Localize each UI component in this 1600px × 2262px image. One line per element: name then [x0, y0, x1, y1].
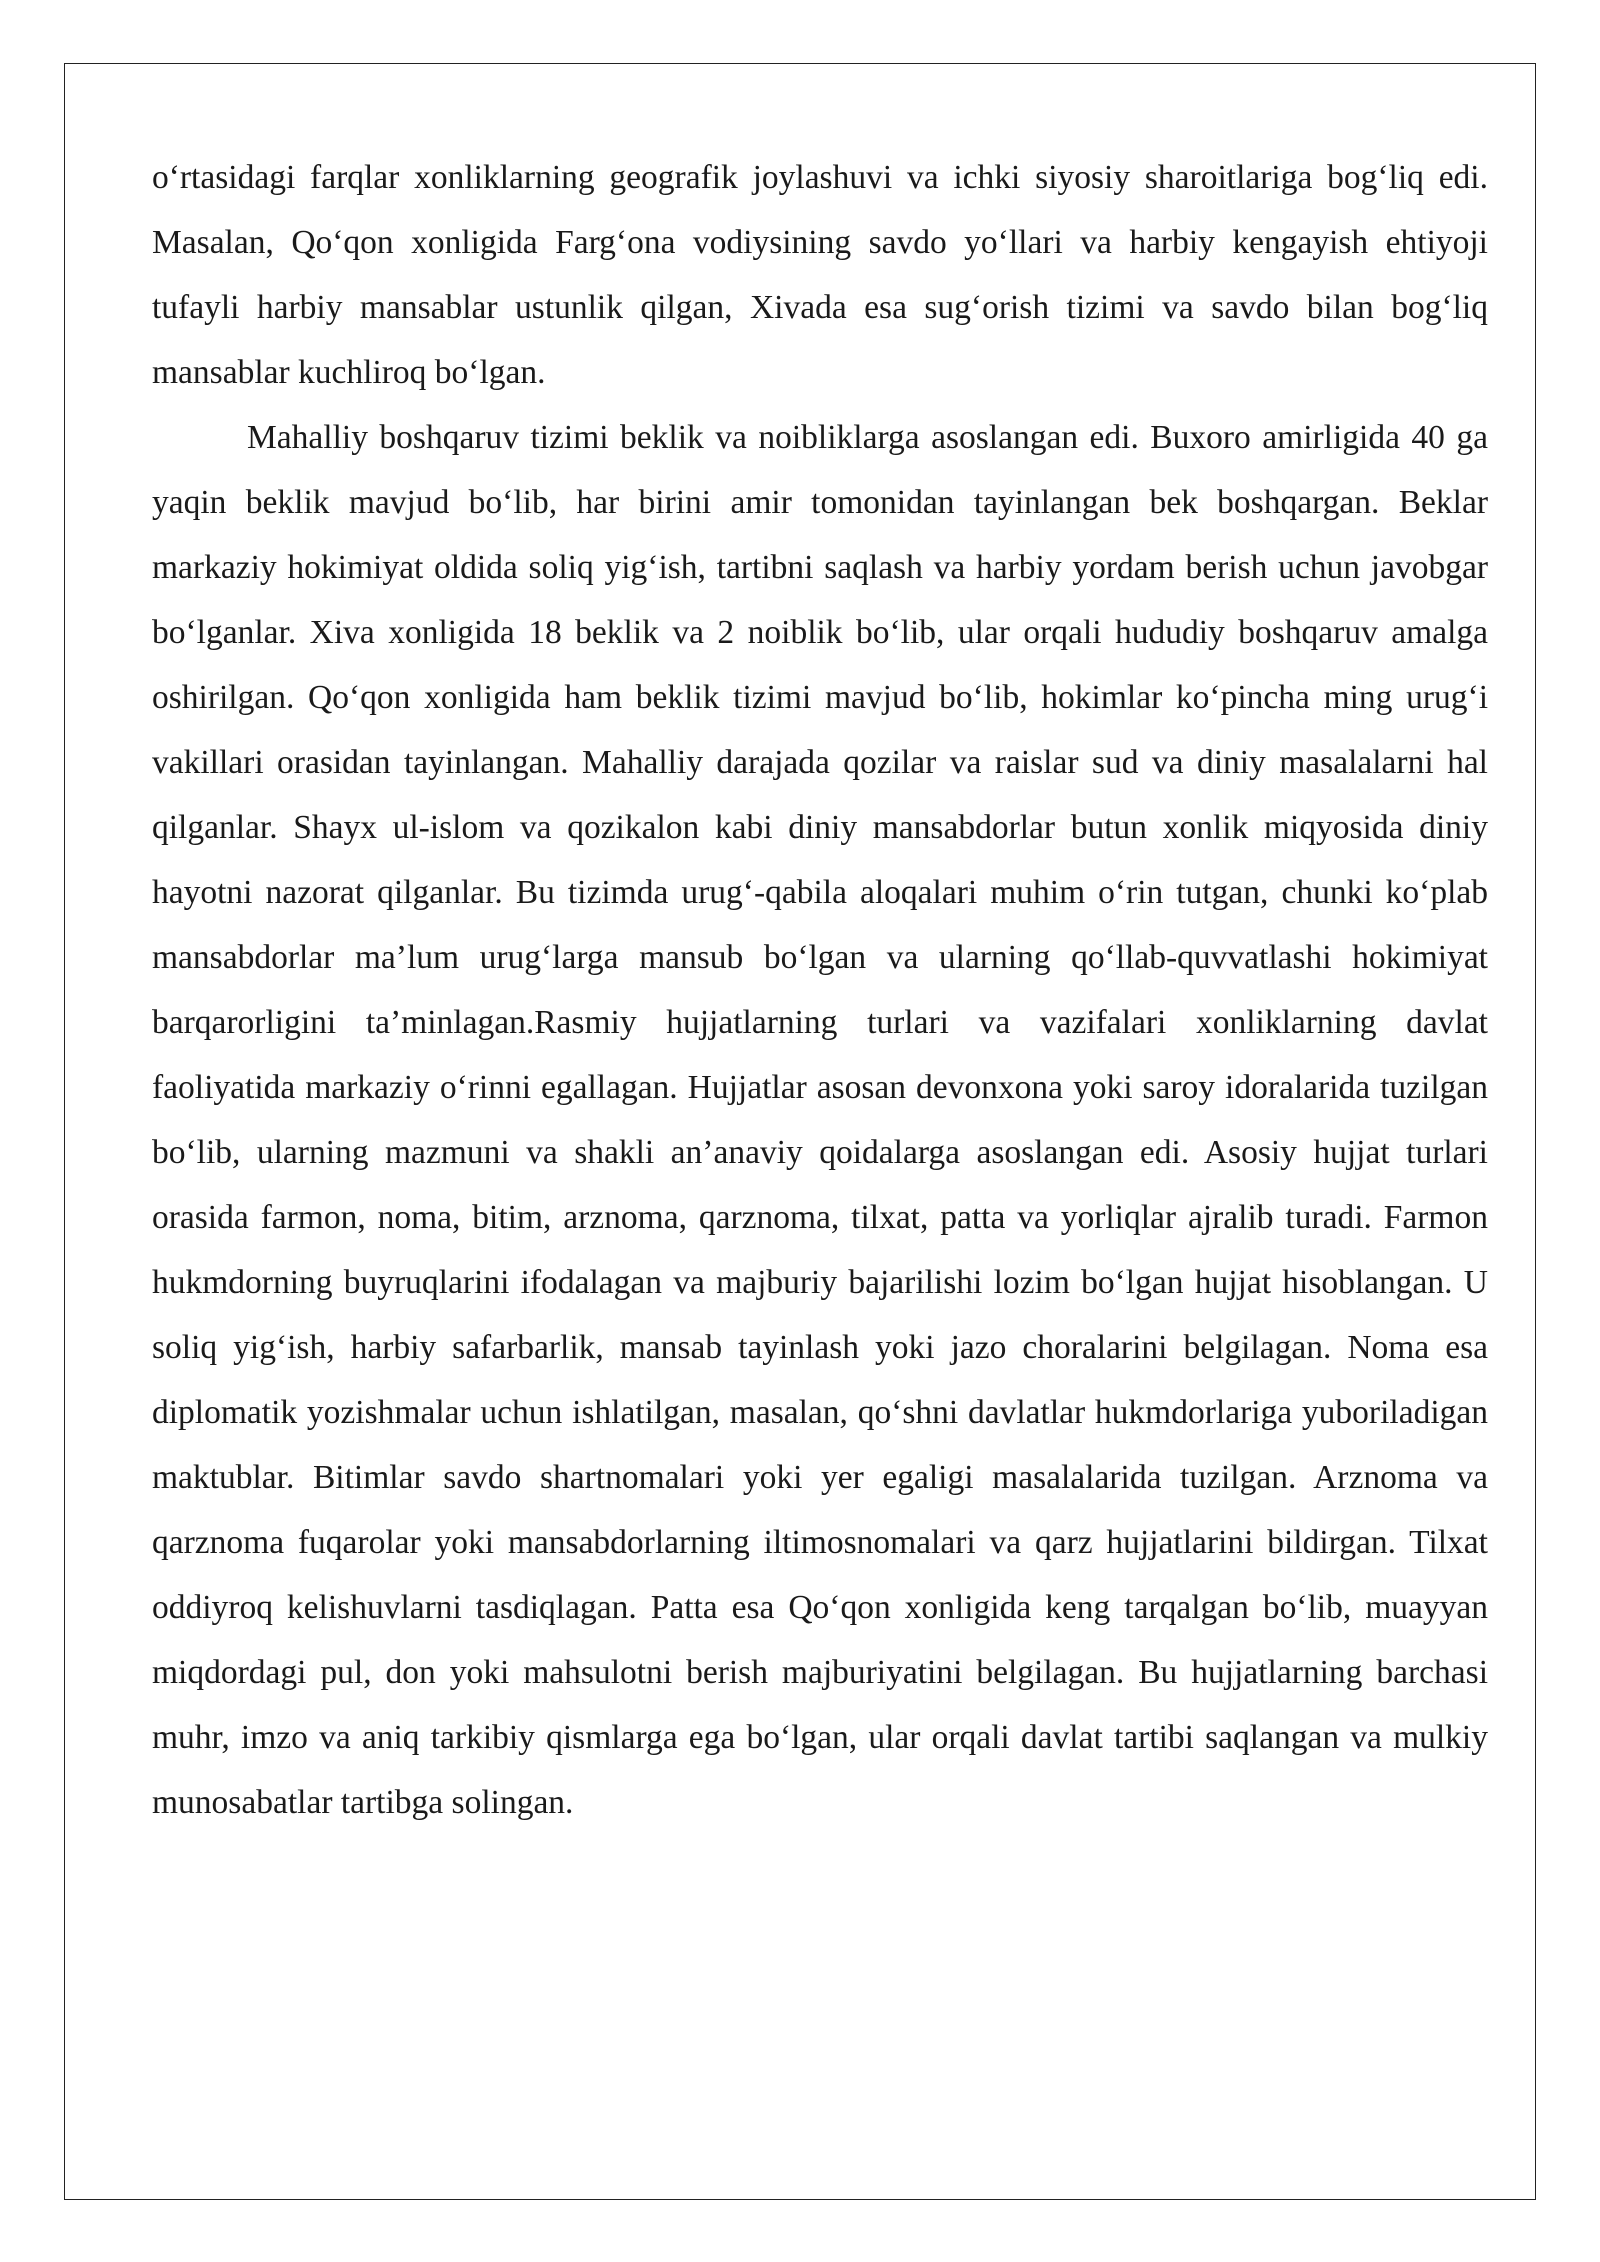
paragraph-local-governance: Mahalliy boshqaruv tizimi beklik va noibliklarga asoslangan edi. Buxoro amirligida 40 ga yaqin beklik mavjud bo‘lib, har birini amir tomonidan tayinlangan bek boshqargan. Beklar markaziy hokimiyat oldida soliq yig‘ish, tartibni saqlash va harbiy yordam berish uchun javobgar bo‘lganlar. Xiva xonligida 18 beklik va 2 noiblik bo‘lib, ular orqali hududiy boshqaruv amalga oshirilgan. Qo‘qon xonligida ham beklik tizimi mavjud bo‘lib, hokimlar ko‘pincha ming urug‘i vakillari orasidan tayinlangan. Mahalliy darajada qozilar va raislar sud va diniy masalalarni hal qilganlar. Shayx ul-islom va qozikalon kabi diniy mansabdorlar butun xonlik miqyosida diniy hayotni nazorat qilganlar. Bu tizimda urug‘-qabila aloqalari muhim o‘rin tutgan, chunki ko‘plab mansabdorlar ma’lum urug‘larga mansub bo‘lgan va ularning qo‘llab-quvvatlashi hokimiyat barqarorligini ta’minlagan.Rasmiy hujjatlarning turlari va vazifalari xonliklarning davlat faoliyatida markaziy o‘rinni egallagan. Hujjatlar asosan devonxona yoki saroy idoralarida tuzilgan bo‘lib, ularning mazmuni va shakli an’anaviy qoidalarga asoslangan edi. Asosiy hujjat turlari orasida farmon, noma, bitim, arznoma, qarznoma, tilxat, patta va yorliqlar ajralib turadi. Farmon hukmdorning buyruqlarini ifodalagan va majburiy bajarilishi lozim bo‘lgan hujjat hisoblangan. U soliq yig‘ish, harbiy safarbarlik, mansab tayinlash yoki jazo choralarini belgilagan. Noma esa diplomatik yozishmalar uchun ishlatilgan, masalan, qo‘shni davlatlar hukmdorlariga yuboriladigan maktublar. Bitimlar savdo shartnomalari yoki yer egaligi masalalarida tuzilgan. Arznoma va qarznoma fuqarolar yoki mansabdorlarning iltimosnomalari va qarz hujjatlarini bildirgan. Tilxat oddiyroq kelishuvlarni tasdiqlagan. Patta esa Qo‘qon xonligida keng tarqalgan bo‘lib, muayyan miqdordagi pul, don yoki mahsulotni berish majburiyatini belgilagan. Bu hujjatlarning barchasi muhr, imzo va aniq tarkibiy qismlarga ega bo‘lgan, ular orqali davlat tartibi saqlangan va mulkiy munosabatlar tartibga solingan. [152, 419, 1488, 1821]
paragraph-continuation: o‘rtasidagi farqlar xonliklarning geografik joylashuvi va ichki siyosiy sharoitlariga bog‘liq edi. Masalan, Qo‘qon xonligida Farg‘ona vodiysining savdo yo‘llari va harbiy kengayish ehtiyoji tufayli harbiy mansablar ustunlik qilgan, Xivada esa sug‘orish tizimi va savdo bilan bog‘liq mansablar kuchliroq bo‘lgan. [152, 159, 1488, 391]
document-body [152, 145, 1488, 1835]
